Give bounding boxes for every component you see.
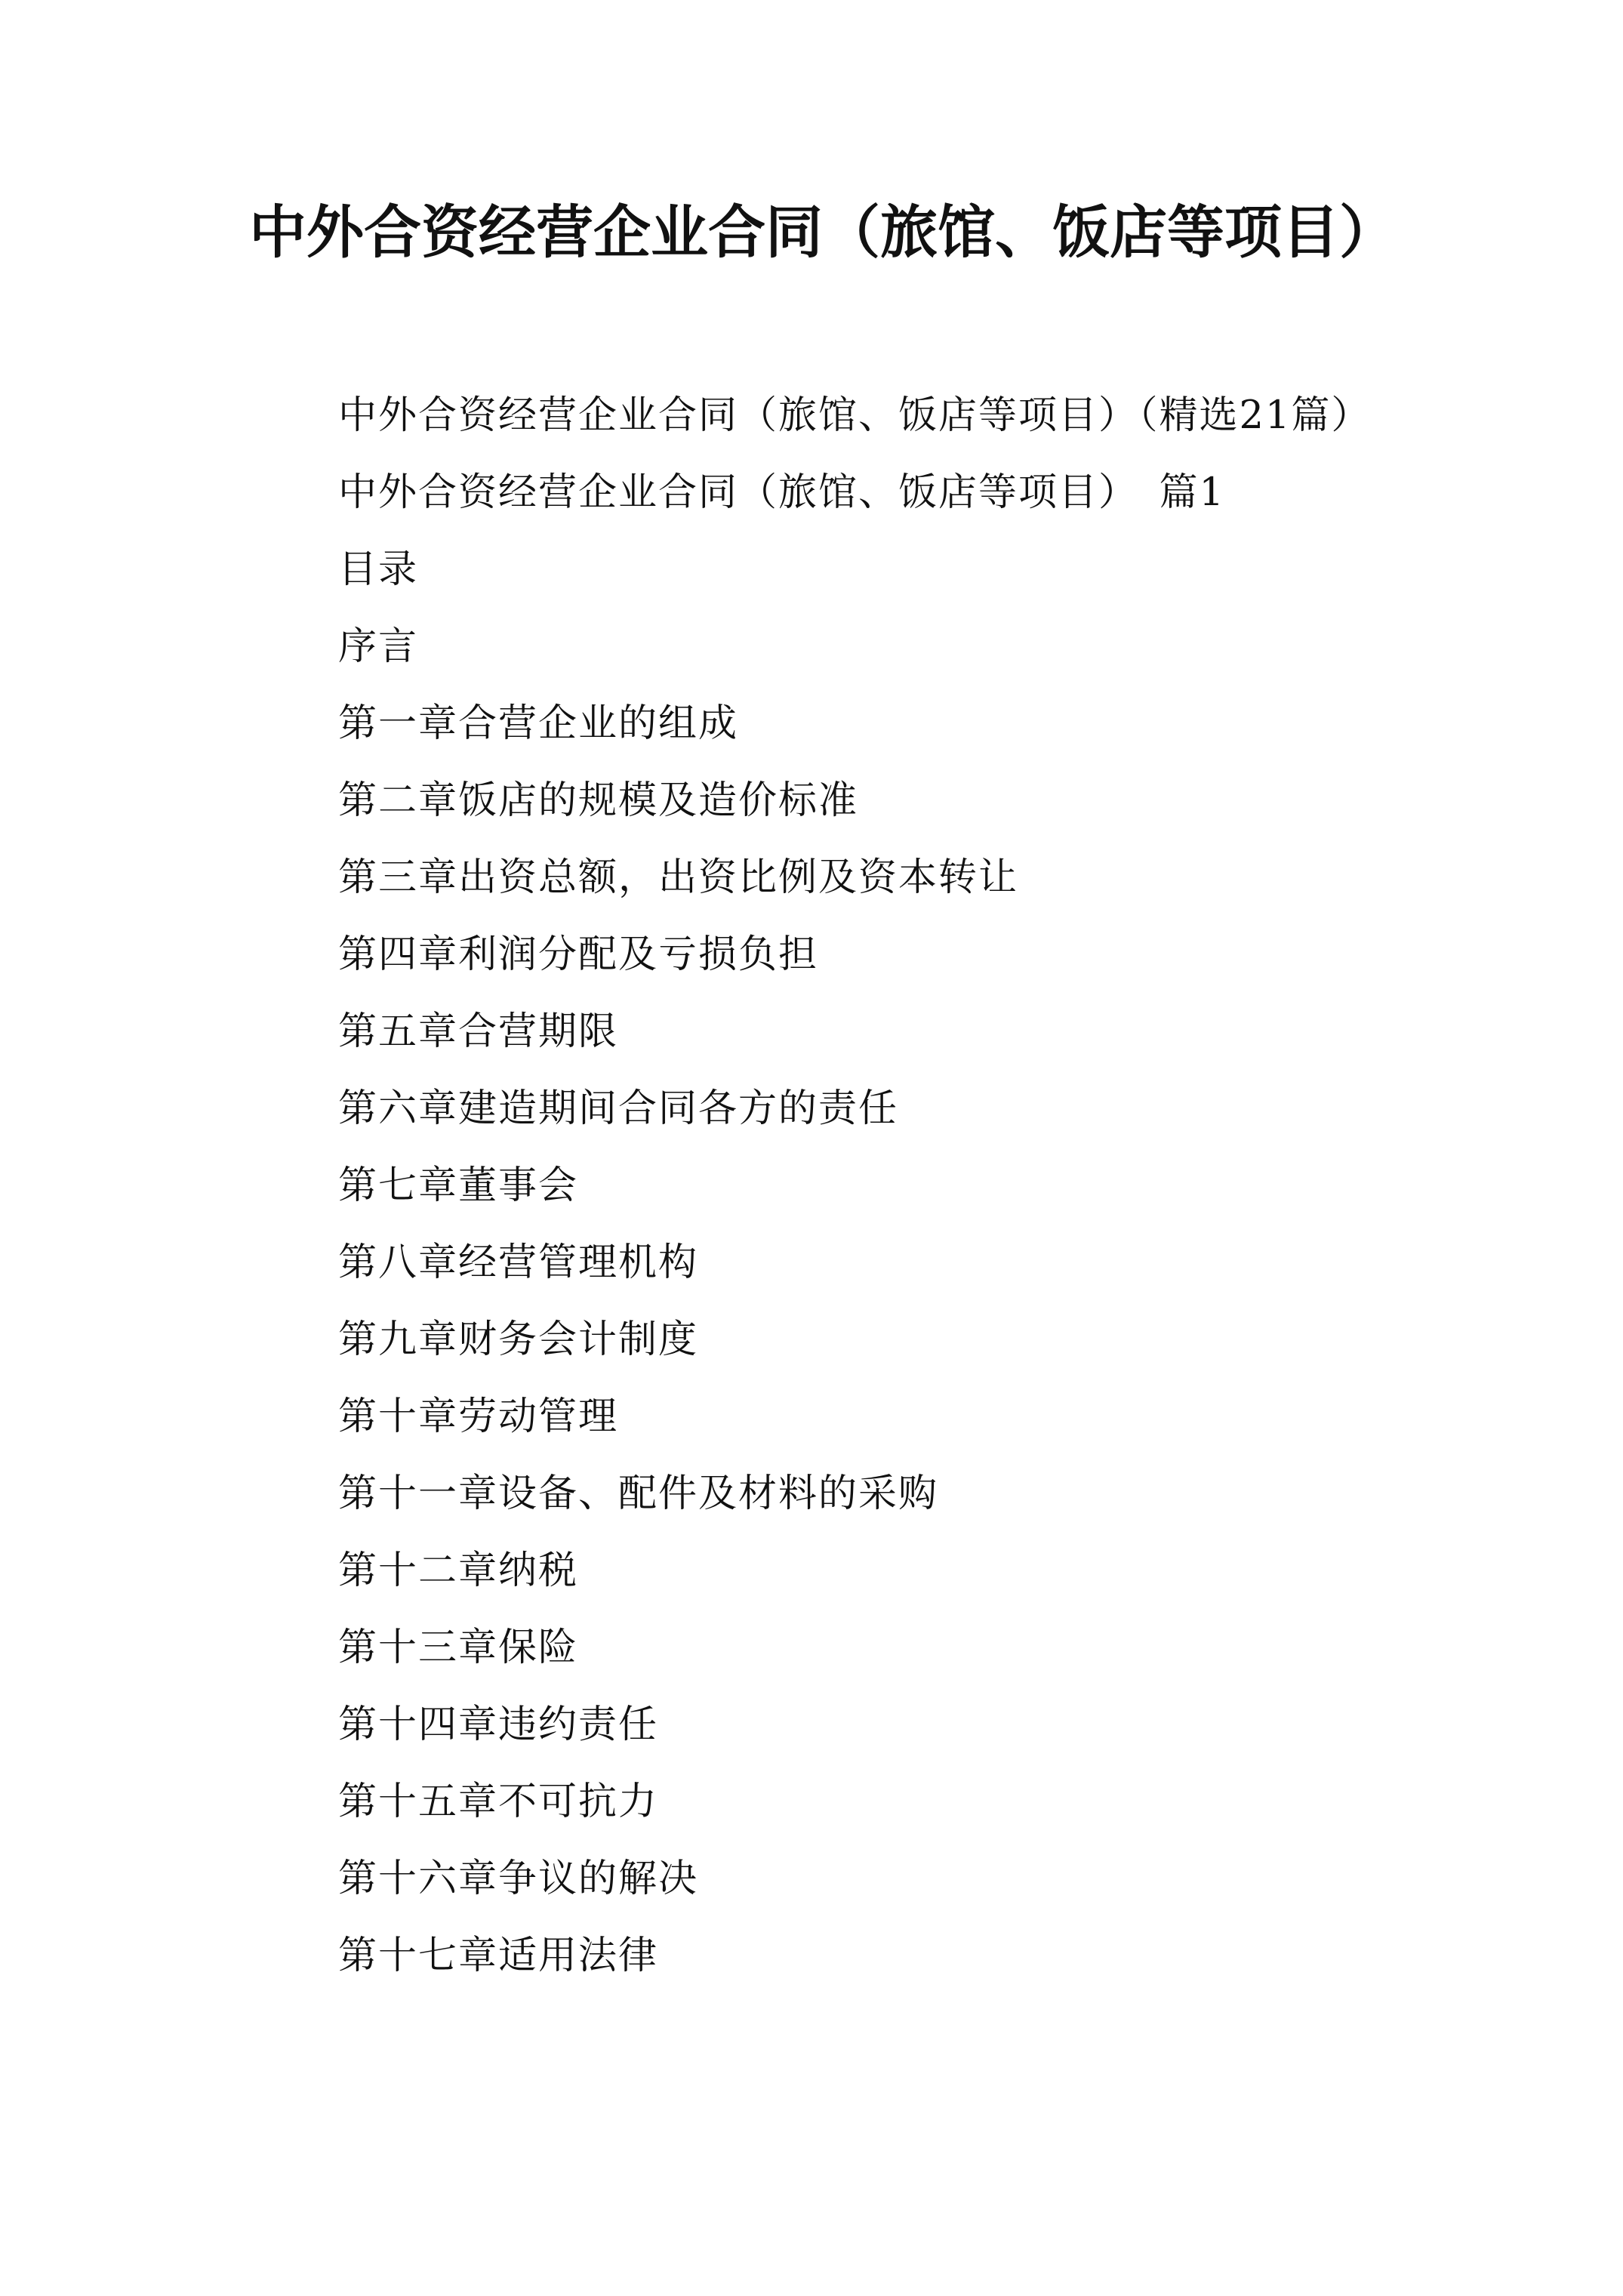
toc-item: 第五章合营期限: [338, 1009, 619, 1054]
toc-item: 第八章经营管理机构: [338, 1240, 699, 1285]
toc-item: 序言: [338, 624, 419, 669]
toc-item: 第十二章纳税: [338, 1549, 579, 1593]
toc-item: 第十一章设备、配件及材料的采购: [338, 1472, 939, 1516]
intro-paragraph: 中外合资经营企业合同（旅馆、饭店等项目）（精选21篇）: [338, 393, 1372, 438]
toc-item: 第十五章不可抗力: [338, 1780, 659, 1824]
toc-item: 第十三章保险: [338, 1626, 579, 1670]
toc-item: 第十四章违约责任: [338, 1703, 659, 1747]
toc-item: 第一章合营企业的组成: [338, 701, 739, 746]
toc-label: 目录: [338, 547, 419, 592]
toc-item: 第六章建造期间合同各方的责任: [338, 1086, 899, 1131]
toc-item: 第十章劳动管理: [338, 1395, 619, 1439]
toc-item: 第十七章适用法律: [338, 1934, 659, 1978]
document-body: [249, 378, 1378, 1995]
section-heading: 中外合资经营企业合同（旅馆、饭店等项目） 篇1: [338, 470, 1225, 515]
table-of-contents: [249, 609, 1378, 1995]
toc-item: 第九章财务会计制度: [338, 1318, 699, 1362]
document-title: 中外合资经营企业合同（旅馆、饭店等项目）: [249, 199, 1397, 266]
toc-item: 第三章出资总额，出资比例及资本转让: [338, 855, 1019, 900]
toc-item: 第二章饭店的规模及造价标准: [338, 778, 859, 823]
toc-item: 第十六章争议的解决: [338, 1857, 699, 1901]
toc-item: 第四章利润分配及亏损负担: [338, 932, 819, 977]
toc-item: 第七章董事会: [338, 1163, 579, 1208]
